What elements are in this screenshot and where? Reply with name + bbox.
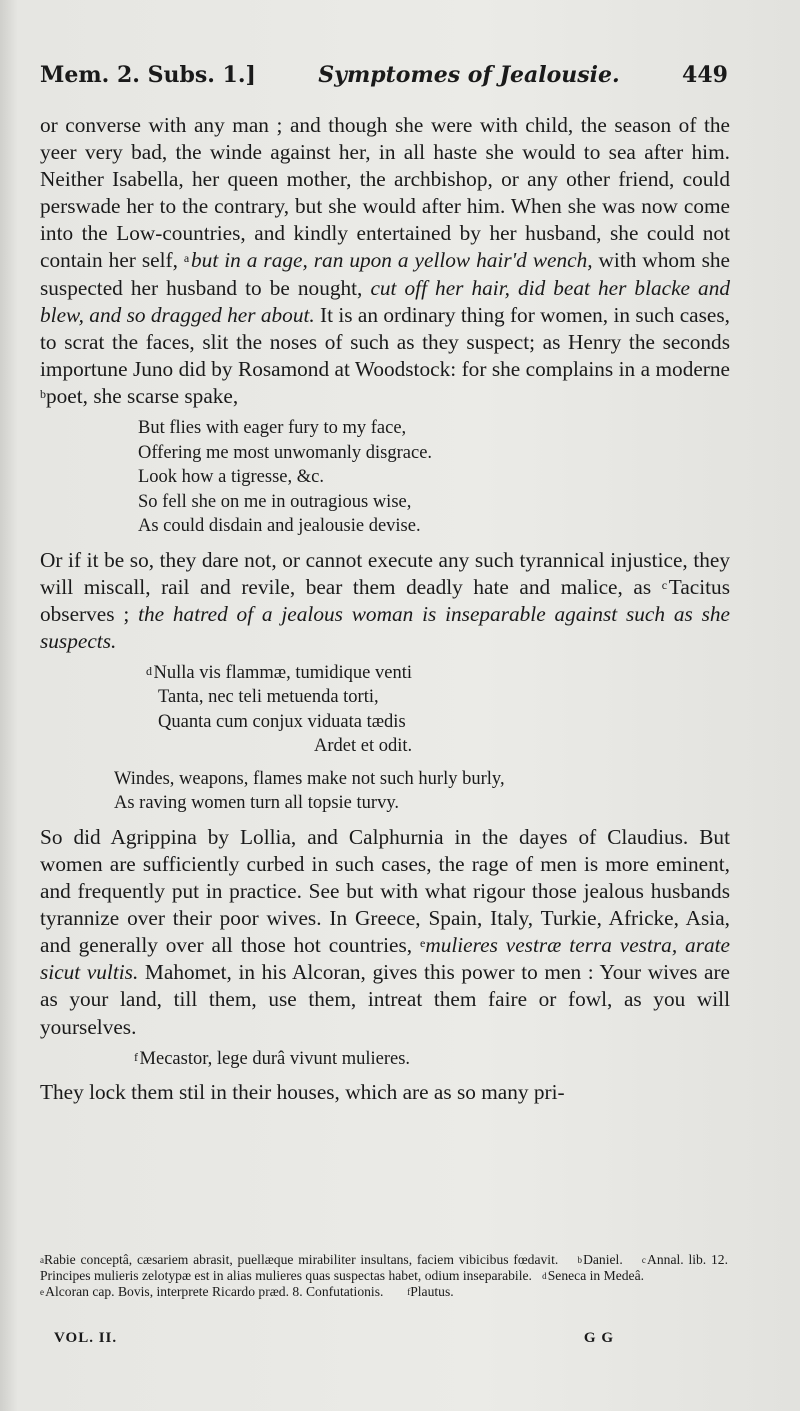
verse-block-1 [40,416,730,539]
verse-line: But flies with eager fury to my face, [138,418,407,439]
verse-line [134,1047,730,1072]
text-run: Tacitus observes ; [40,574,730,626]
verse-block-4 [40,1047,730,1072]
footnote-mark-f: f [134,1049,138,1064]
italic-run: cut off her hair, did beat her blacke and blew, and so dragged her about. [40,275,730,327]
text-run: Mahomet, in his Alcoran, gives this power to men : Your wives are as your land, till them, use them, intreat them faire or fowl, as you will yourselves. [40,960,730,1039]
verse-text: Nulla vis flammæ, tumidique venti [153,662,413,683]
main-text [40,112,730,1106]
footnote-d: Seneca in Medeâ. [547,1268,644,1283]
italic-run: mulieres vestræ terra vestra, arate sicut vultis. [40,933,730,985]
volume-label: VOL. II. [54,1330,118,1346]
running-head [40,62,728,88]
italic-run: but in a rage, ran upon a yellow hair'd wench, [191,248,593,273]
verse-block-2 [40,661,730,759]
verse-line: Look how a tigresse, &c. [138,467,324,488]
footnote-c: Annal. lib. 12. Principes mulieris zelotypæ est in alias mulieres quas suspectas habet, odium inseparabile. [40,1252,728,1283]
text-run: poet, she scarse spake, [46,383,239,408]
footnote-mark-c: c [661,577,668,592]
text-run: or converse with any man ; and though she were with child, the season of the yeer very bad, the winde against her, in all haste she would to sea after him. Neither Isabella, her queen mother, the archbishop, or any other friend, could perswade her to the contrary, but she would after him. When she was now come into the Low-countries, and kindly entertained by her husband, she could not contain her self, [40,113,730,273]
verse-line: As could disdain and jealousie devise. [138,516,421,537]
verse-text: Mecastor, lege durâ vivunt mulieres. [139,1048,411,1069]
footnote-mark: e [40,1287,44,1297]
footnote-mark-a: a [183,251,190,266]
verse-line: Windes, weapons, flames make not such hurly burly, [114,768,505,789]
text-run: They lock them stil in their houses, which are as so many pri- [40,1080,565,1105]
footnote-mark-b: b [40,386,46,401]
signature-mark: G G [583,1330,614,1346]
page-number: 449 [682,62,728,88]
footnote-mark: d [542,1271,547,1281]
footnote-e: Alcoran cap. Bovis, interprete Ricardo præd. 8. Confutationis. [45,1284,384,1299]
verse-line: As raving women turn all topsie turvy. [114,793,399,814]
text-run: So did Agrippina by Lollia, and Calphurnia in the dayes of Claudius. But women are sufficiently curbed in such cases, the rage of men is more eminent, and frequently put in practice. See but with what rigour those jealous husbands tyrannize over their poor wives. In Greece, Spain, Italy, Turkie, Africke, Asia, and generally over all those hot countries, [40,824,730,958]
footnote-a: Rabie conceptâ, cæsariem abrasit, puellæque mirabiliter insultans, faciem vibicibus fœdavit. [44,1252,559,1267]
verse-block-3 [40,767,730,816]
text-run: with whom she suspected her husband to be nought, [40,248,730,300]
footnote-b: Daniel. [583,1252,623,1267]
verse-line: Offering me most unwomanly disgrace. [138,442,433,463]
page-footer [54,1330,614,1347]
text-run: Or if it be so, they dare not, or cannot execute any such tyrannical injustice, they will miscall, rail and revile, bear them deadly hate and malice, as [40,547,730,599]
footnote-mark: c [641,1255,646,1265]
paragraph-1 [40,112,730,410]
verse-line [146,661,730,686]
page-title: Symptomes of Jealousie. [318,62,620,88]
footnote-mark: b [577,1255,582,1265]
footnote-mark: f [407,1287,411,1297]
section-reference: Mem. 2. Subs. 1.] [40,62,256,88]
paragraph-2 [40,547,730,655]
verse-line: So fell she on me in outragious wise, [138,491,412,512]
footnotes [40,1252,728,1300]
footnote-mark-e: e [419,936,426,951]
footnote-mark-d: d [146,663,152,678]
text-run: It is an ordinary thing for women, in such cases, to scrat the faces, slit the noses of such as they suspect; as Henry the seconds importune Juno did by Rosamond at Woodstock: for she complains in a moderne [40,302,730,381]
footnote-f: Plautus. [410,1284,454,1299]
italic-run: the hatred of a jealous woman is inseparable against such as she suspects. [40,601,730,653]
footnote-a-b [40,1252,728,1284]
footnote-e-f [40,1284,728,1300]
verse-line: Ardet et odit. [314,736,413,757]
paragraph-3 [40,824,730,1041]
footnote-mark: a [40,1255,44,1265]
paragraph-4 [40,1079,730,1106]
verse-line: Quanta cum conjux viduata tædis [158,711,406,732]
verse-line: Tanta, nec teli metuenda torti, [158,687,379,708]
